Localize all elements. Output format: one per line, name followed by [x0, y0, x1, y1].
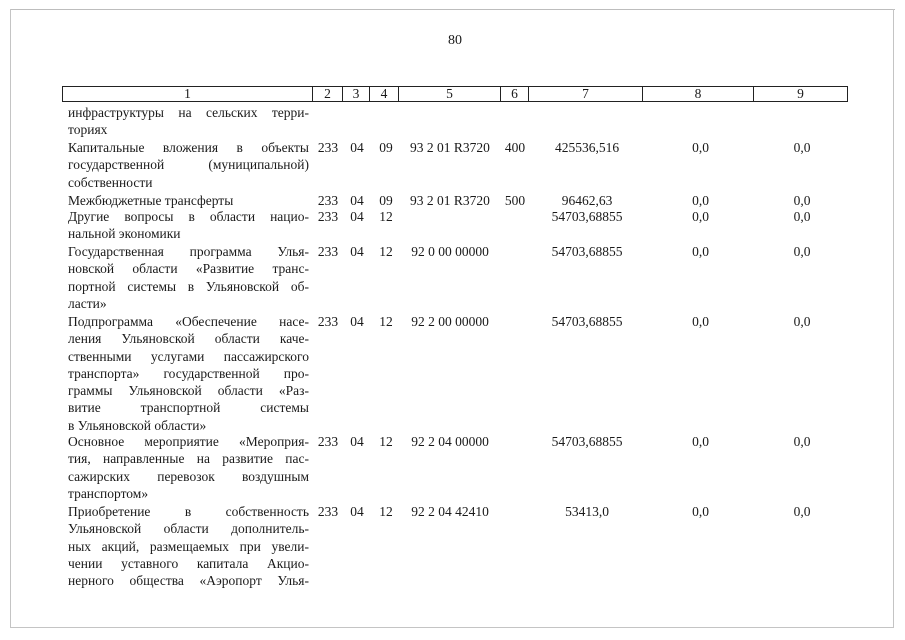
description-line: собственности	[68, 174, 153, 190]
cell-col-3: 04	[350, 434, 364, 449]
header-col-9: 9	[797, 86, 804, 101]
row-description	[68, 208, 309, 243]
description-line: нерного общества «Аэропорт Улья-	[68, 573, 309, 589]
cell-col-7: 54703,68855	[551, 244, 623, 259]
cell-col-4: 12	[379, 434, 393, 449]
cell-col-7: 53413,0	[565, 504, 609, 519]
cell-col-3: 04	[350, 140, 364, 155]
cell-col-3: 04	[350, 244, 364, 259]
description-line: Капитальные вложения в объекты	[68, 140, 309, 155]
cell-col-8: 0,0	[692, 244, 709, 259]
page-frame-top	[10, 9, 895, 10]
cell-col-6: 500	[504, 193, 526, 208]
header-col-6: 6	[501, 87, 529, 101]
cell-col-4: 12	[379, 504, 393, 519]
cell-col-2: 233	[317, 314, 339, 329]
cell-col-2: 233	[317, 209, 339, 224]
header-col-3: 3	[343, 87, 370, 101]
description-line: ления Ульяновской области каче-	[68, 331, 309, 347]
cell-col-5: 92 2 04 00000	[411, 434, 489, 449]
header-col-1: 1	[63, 87, 313, 101]
cell-col-9: 0,0	[793, 504, 811, 519]
row-description	[68, 433, 309, 502]
cell-col-2: 233	[317, 193, 339, 208]
cell-col-5: 92 2 00 00000	[411, 314, 489, 329]
cell-col-7: 96462,63	[561, 193, 613, 208]
cell-col-8: 0,0	[692, 434, 709, 449]
cell-col-7: 54703,68855	[551, 314, 623, 329]
cell-col-2: 233	[317, 504, 339, 519]
row-description	[68, 192, 309, 209]
cell-col-9: 0,0	[793, 314, 811, 329]
row-description	[68, 503, 309, 589]
cell-col-6: 400	[504, 140, 526, 155]
cell-col-9: 0,0	[793, 209, 811, 224]
description-line: транспортом»	[68, 485, 149, 501]
description-line: сажирских перевозок воздушным	[68, 468, 309, 484]
header-col-7: 7	[529, 87, 643, 101]
cell-col-4: 12	[379, 209, 393, 224]
cell-col-3: 04	[350, 209, 364, 224]
header-col-2: 2	[313, 87, 343, 101]
description-line: государственной (муниципальной)	[68, 157, 309, 173]
cell-col-9: 0,0	[793, 244, 811, 259]
cell-col-3: 04	[350, 504, 364, 519]
cell-col-5: 93 2 01 R3720	[410, 193, 490, 208]
cell-col-8: 0,0	[692, 504, 709, 519]
header-col-4: 4	[370, 87, 399, 101]
cell-col-5: 92 0 00 00000	[411, 244, 489, 259]
cell-col-9: 0,0	[793, 140, 811, 155]
cell-col-2: 233	[317, 434, 339, 449]
cell-col-8: 0,0	[692, 140, 709, 155]
cell-col-4: 12	[379, 314, 393, 329]
description-line: граммы Ульяновской области «Раз-	[68, 383, 309, 399]
description-line: тия, направленные на развитие пас-	[68, 451, 309, 467]
cell-col-9: 0,0	[793, 434, 811, 449]
table-header	[62, 86, 848, 102]
header-col-8: 8	[643, 87, 754, 101]
description-line: Другие вопросы в области нацио-	[68, 209, 309, 224]
description-line: ласти»	[68, 295, 107, 311]
cell-col-5: 93 2 01 R3720	[410, 140, 490, 155]
page-frame-left	[10, 9, 11, 627]
description-line: витие транспортной системы	[68, 400, 309, 416]
row-description	[68, 104, 309, 139]
cell-col-8: 0,0	[692, 314, 709, 329]
cell-col-8: 0,0	[692, 209, 709, 224]
cell-col-7: 54703,68855	[551, 209, 623, 224]
description-line: в Ульяновской области»	[68, 417, 207, 433]
description-line: нальной экономики	[68, 226, 181, 242]
description-line: Межбюджетные трансферты	[68, 193, 234, 208]
page-frame-bottom	[10, 627, 894, 628]
cell-col-2: 233	[317, 140, 339, 155]
cell-col-4: 09	[379, 193, 393, 208]
description-line: Ульяновской области дополнитель-	[68, 521, 309, 537]
description-line: ных акций, размещаемых при увели-	[68, 538, 309, 554]
page-number: 80	[448, 33, 462, 48]
cell-col-8: 0,0	[692, 193, 709, 208]
description-line: чении уставного капитала Акцио-	[68, 555, 309, 571]
description-line: инфраструктуры на сельских терри-	[68, 105, 309, 120]
description-line: Государственная программа Улья-	[68, 244, 309, 259]
description-line: Подпрограмма «Обеспечение насе-	[68, 314, 309, 329]
row-description	[68, 313, 309, 434]
cell-col-2: 233	[317, 244, 339, 259]
cell-col-4: 09	[379, 140, 393, 155]
header-col-5: 5	[399, 87, 501, 101]
description-line: ториях	[68, 122, 108, 138]
row-description	[68, 139, 309, 191]
cell-col-3: 04	[350, 193, 364, 208]
cell-col-7: 425536,516	[554, 140, 620, 155]
cell-col-3: 04	[350, 314, 364, 329]
description-line: транспорта» государственной про-	[68, 365, 309, 381]
description-line: Основное мероприятие «Мероприя-	[68, 434, 309, 449]
description-line: ственными услугами пассажирского	[68, 348, 309, 364]
cell-col-9: 0,0	[793, 193, 811, 208]
description-line: Приобретение в собственность	[68, 504, 309, 519]
row-description	[68, 243, 309, 312]
page-frame-right	[893, 9, 894, 627]
description-line: новской области «Развитие транс-	[68, 261, 309, 277]
cell-col-7: 54703,68855	[551, 434, 623, 449]
cell-col-4: 12	[379, 244, 393, 259]
cell-col-5: 92 2 04 42410	[411, 504, 489, 519]
description-line: портной системы в Ульяновской об-	[68, 278, 309, 294]
